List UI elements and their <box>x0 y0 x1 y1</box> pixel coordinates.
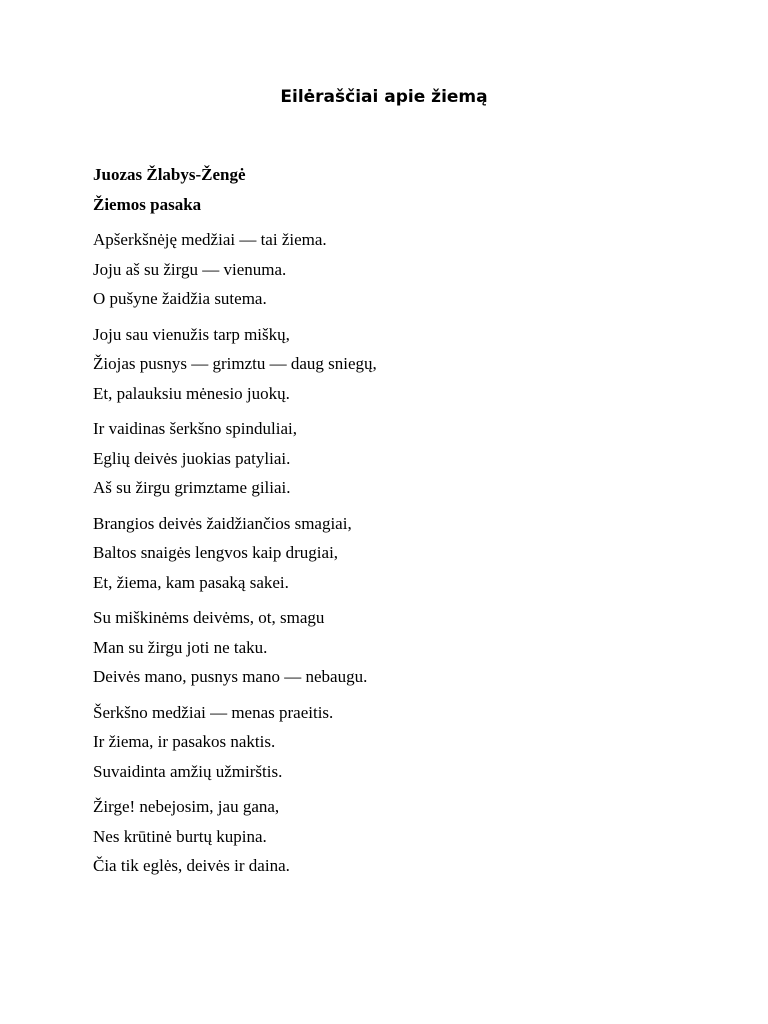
poem-line: Nes krūtinė burtų kupina. <box>93 826 267 846</box>
poem-content <box>93 160 693 881</box>
poem-line: Ir žiema, ir pasakos naktis. <box>93 732 276 751</box>
poem-line: Joju aš su žirgu — vienuma. <box>93 259 287 279</box>
stanza-3 <box>93 414 693 503</box>
poem-line: Ir vaidinas šerkšno spinduliai, <box>93 419 297 438</box>
poem-line: Joju sau vienužis tarp miškų, <box>93 324 290 344</box>
stanza-7 <box>93 792 693 881</box>
poem-line: Et, žiema, kam pasaką sakei. <box>93 572 289 592</box>
poem-line: Su miškinėms deivėms, ot, smagu <box>93 608 325 627</box>
poem-author: Juozas Žlabys-Žengė <box>93 165 246 184</box>
poem-line: Eglių deivės juokias patyliai. <box>93 448 291 468</box>
poem-line: Deivės mano, pusnys mano — nebaugu. <box>93 667 368 686</box>
poem-line: Aš su žirgu grimztame giliai. <box>93 478 291 497</box>
poem-title: Žiemos pasaka <box>93 194 202 214</box>
poem-line: O pušyne žaidžia sutema. <box>93 289 267 308</box>
stanza-6 <box>93 698 693 787</box>
document-title: Eilėraščiai apie žiemą <box>280 87 488 107</box>
poem-line: Suvaidinta amžių užmirštis. <box>93 761 283 781</box>
stanza-2 <box>93 320 693 409</box>
poem-line: Žirge! nebejosim, jau gana, <box>93 797 280 816</box>
poem-line: Apšerkšnėję medžiai — tai žiema. <box>93 230 327 249</box>
poem-line: Man su žirgu joti ne taku. <box>93 637 268 657</box>
poem-line: Brangios deivės žaidžiančios smagiai, <box>93 513 352 533</box>
stanza-4 <box>93 509 693 598</box>
poem-line: Baltos snaigės lengvos kaip drugiai, <box>93 543 339 562</box>
stanza-1 <box>93 225 693 314</box>
poem-line: Žiojas pusnys — grimztu — daug sniegų, <box>93 354 377 373</box>
poem-line: Šerkšno medžiai — menas praeitis. <box>93 702 334 722</box>
poem-line: Čia tik eglės, deivės ir daina. <box>93 856 290 875</box>
poem-line: Et, palauksiu mėnesio juokų. <box>93 383 290 403</box>
stanza-5 <box>93 603 693 692</box>
